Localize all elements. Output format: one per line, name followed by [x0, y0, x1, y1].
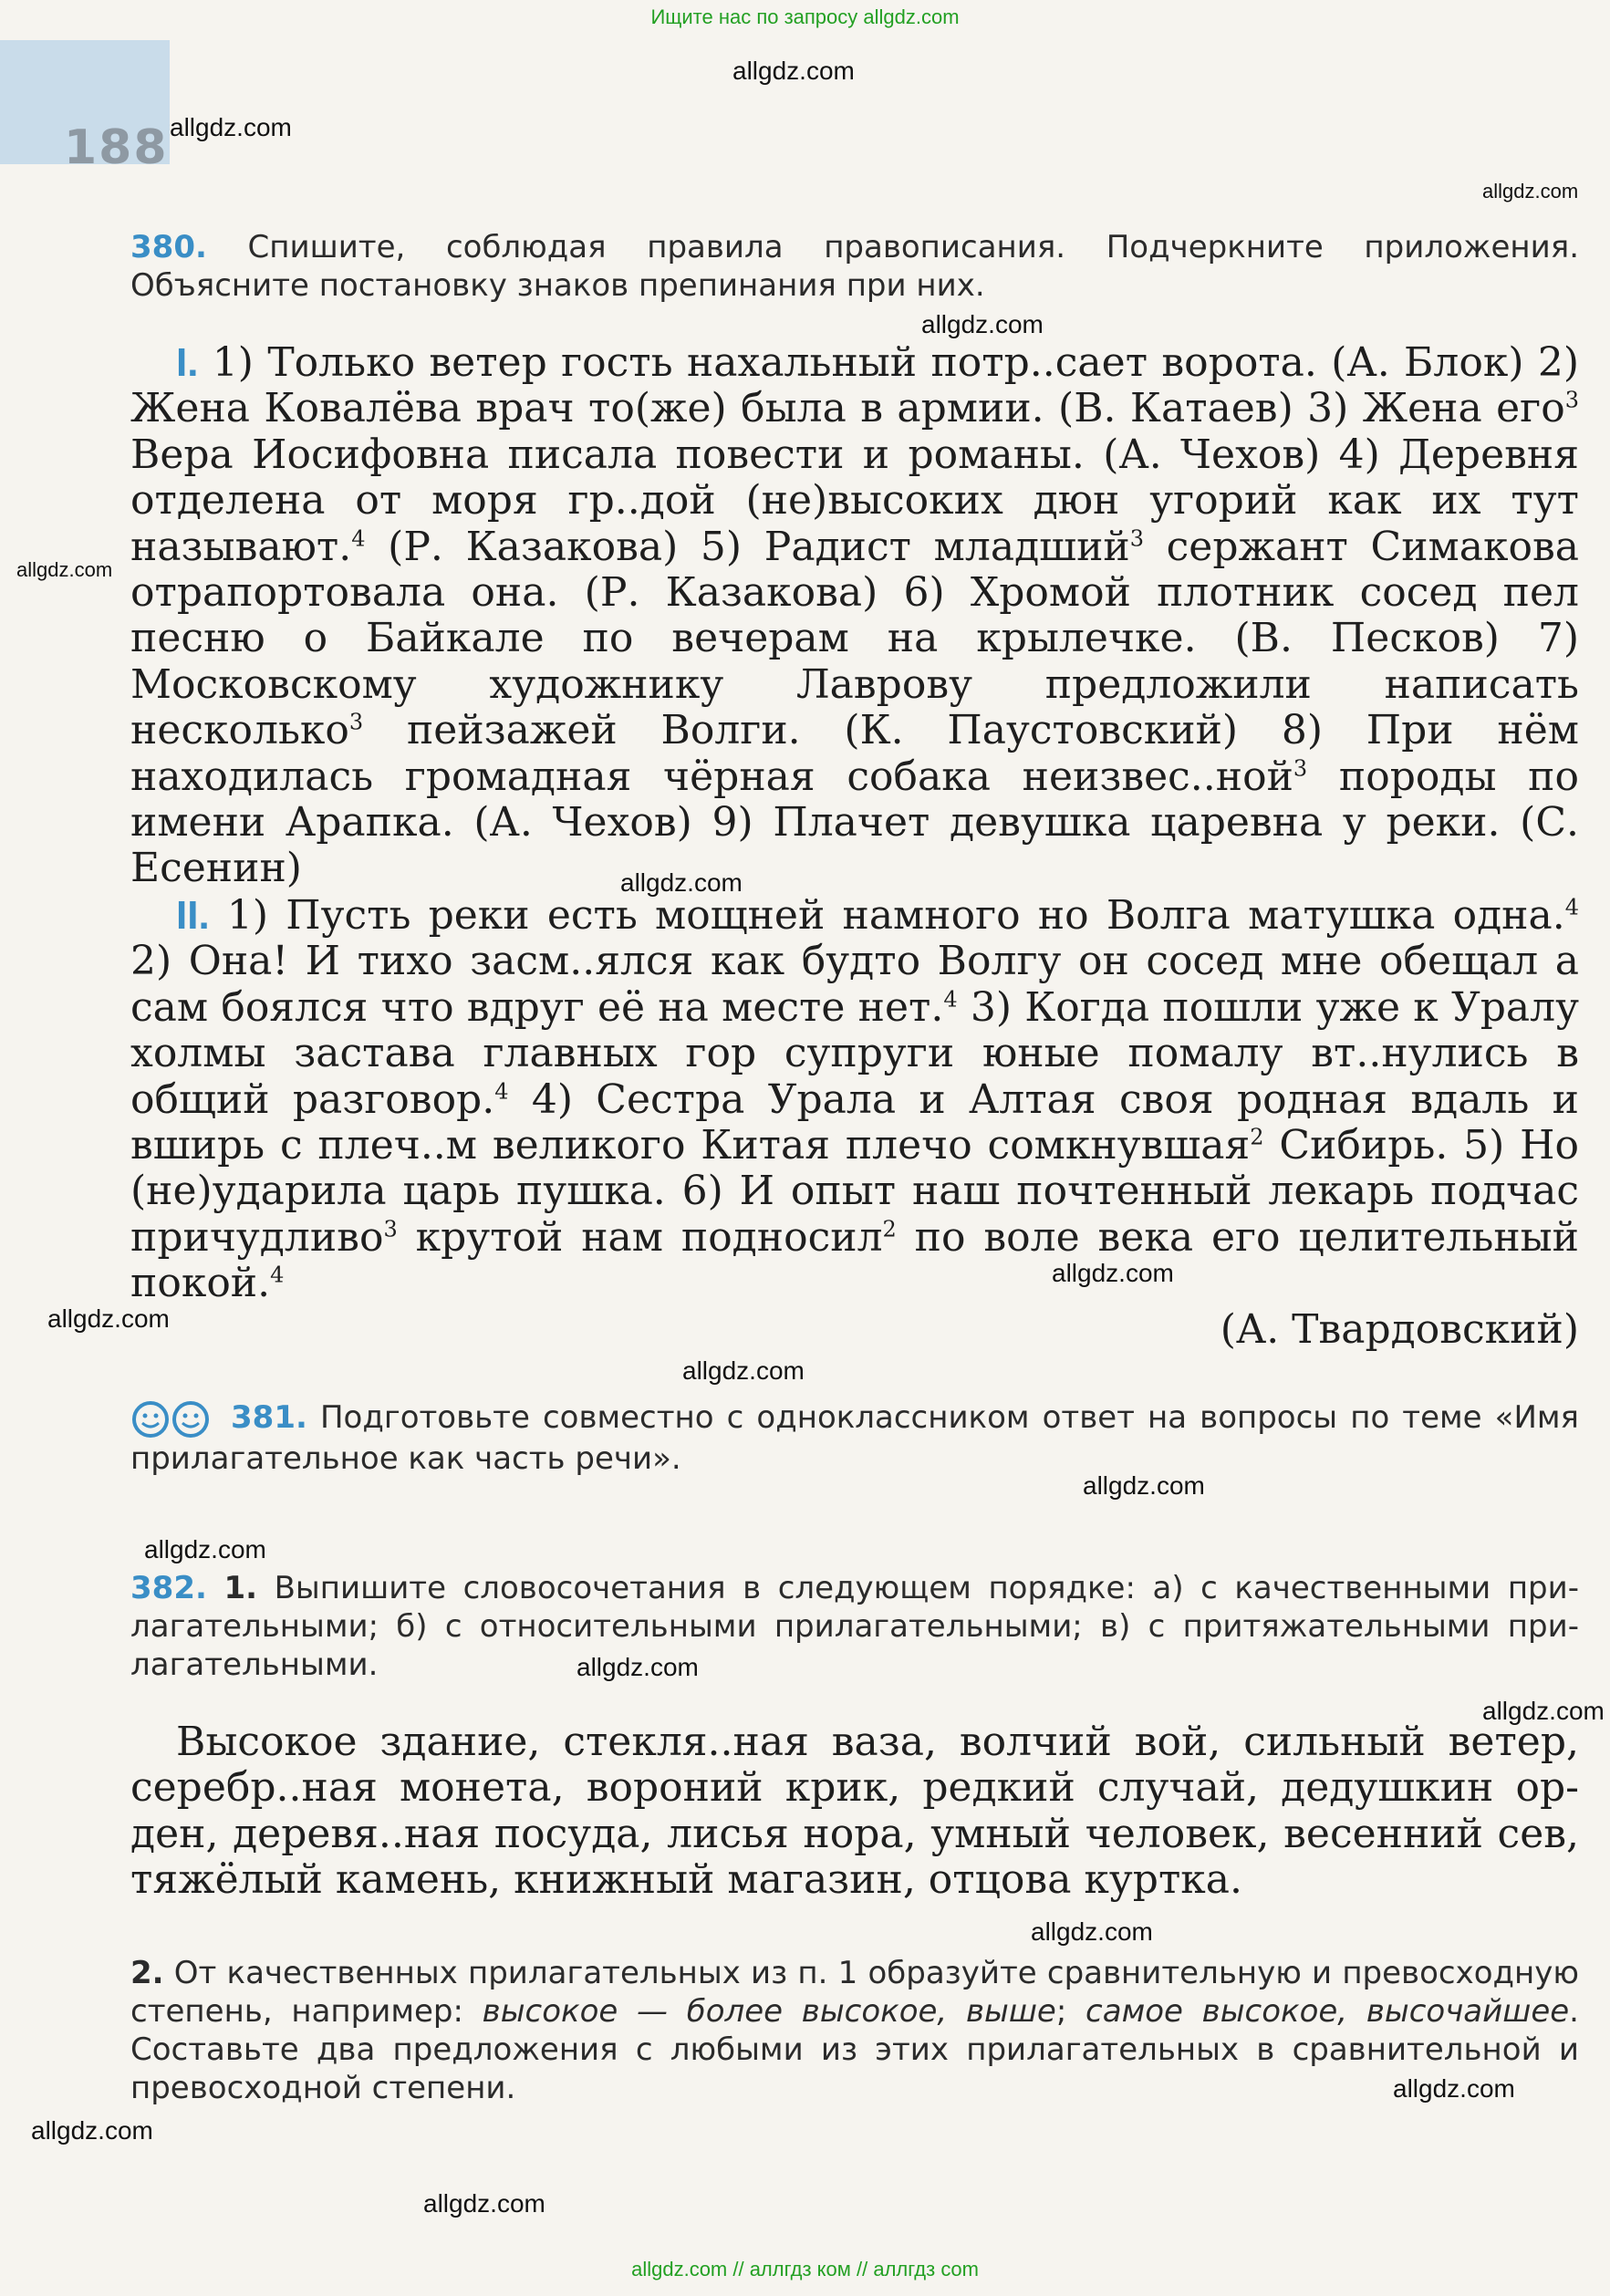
- watermark: allgdz.com: [144, 1535, 266, 1564]
- watermark: allgdz.com: [1482, 180, 1579, 203]
- task-number: 382.: [130, 1570, 207, 1606]
- task-381-instruction: [130, 1398, 1579, 1478]
- top-watermark-banner[interactable]: Ищите нас по запросу allgdz.com: [650, 5, 960, 28]
- watermark: allgdz.com: [1482, 1697, 1605, 1725]
- bottom-watermark-banner[interactable]: allgdz.com // аллгдз ком // аллгдз com: [631, 2258, 979, 2280]
- task-text: Выпишите словосочетания в следующем порядке: а) с качественными прилагательными; б) с относительными прилагательными; в) с притяжательными прилагательными.: [130, 1570, 1580, 1683]
- part-label: II.: [176, 893, 210, 938]
- watermark: allgdz.com: [620, 868, 743, 897]
- task-382-step-1: [130, 1569, 1579, 1684]
- watermark: allgdz.com: [1083, 1471, 1205, 1500]
- task-380-part-1: I. 1) Только ветер гость нахальный потр..сает ворота. (А. Блок) 2) Жена Ковалёва врач то(же) была в армии. (В. Катаев) 3) Жена его$^3$ Вера Иосифовна писала повести и романы. (А. Чехов) 4) Деревня отделена от моря гр..дой (не)высоких дюн угорий как их тут называют.$^4$ (Р. Казакова) 5) Радист младший$^3$ сержант Симакова отрапортовала она. (Р. Казакова) 6) Хромой плотник сосед пел песню о Байкале по вечерам на крылечке. (В. Песков) 7) Московскому художнику Лаврову предложили написать несколько$^3$ пейзажей Волги. (К. Паустовский) 8) При нём находилась громадная чёрная собака неизвес..ной$^3$ породы по имени Арапка. (А. Чехов) 9) Плачет девушка царевна у реки. (С. Есенин): [130, 339, 1579, 892]
- watermark: allgdz.com: [1393, 2074, 1515, 2103]
- watermark: allgdz.com: [682, 1356, 805, 1385]
- task-text: Спишите, соблюдая правила правописания. Подчеркните приложения. Объясните постановку знаков препинания при них.: [130, 229, 1580, 304]
- task-382-step-2: 2. От качественных прилагательных из п. 1 образуйте сравнительную и превосходную степень, например: высокое — более высокое, выше; самое высокое, высочайшее. Составьте два предложения с любыми из этих прилагательных в сравнительной и превосходной степени.: [130, 1955, 1579, 2106]
- part-label: I.: [176, 340, 199, 385]
- pair-work-icon: [130, 1399, 214, 1439]
- page-number: 188: [64, 120, 169, 175]
- watermark: allgdz.com: [47, 1304, 170, 1333]
- author: (А. Твардовский): [1220, 1305, 1579, 1353]
- watermark: allgdz.com: [170, 113, 292, 141]
- watermark: allgdz.com: [921, 310, 1044, 338]
- task-number: 381.: [231, 1399, 307, 1436]
- step-label: 1.: [223, 1570, 258, 1606]
- watermark: allgdz.com: [1031, 1917, 1153, 1946]
- watermark: allgdz.com: [576, 1653, 699, 1681]
- step-label: 2.: [130, 1955, 164, 1991]
- task-text: Подготовьте совместно с одноклассником ответ на вопросы по теме «Имя прилагательное как часть речи».: [130, 1399, 1579, 1477]
- task-380-part-2: II. 1) Пусть реки есть мощней намного но Волга матушка одна.$^4$ 2) Она! И тихо засм..ялся как будто Волгу он сосед мне обещал а сам боялся что вдруг её на месте нет.$^4$ 3) Когда пошли уже к Уралу холмы застава главных гор супруги юные помалу вт..нулись в общий разговор.$^4$ 4) Сестра Урала и Алтая своя родная вдаль и вширь с плеч..м великого Китая плечо сомкнувшая$^2$ Сибирь. 5) Но (не)ударила царь пушка. 6) И опыт наш почтенный лекарь подчас причудливо$^3$ крутой нам подносил$^2$ по воле века его целительный покой.$^4$ (А. Твардовский): [130, 892, 1579, 1353]
- task-number: 380.: [130, 229, 207, 265]
- watermark: allgdz.com: [1052, 1259, 1174, 1287]
- example-comparative: высокое — более высокое, выше: [482, 1993, 1056, 2030]
- watermark: allgdz.com: [31, 2116, 153, 2145]
- watermark: allgdz.com: [732, 57, 855, 85]
- example-superlative: самое высокое, высочайшее: [1085, 1993, 1570, 2030]
- watermark: allgdz.com: [16, 558, 113, 581]
- task-380-instruction: [130, 228, 1579, 305]
- task-382-phrases: Высокое здание, стекля..ная ваза, волчий вой, сильный ветер, серебр..ная монета, вороний крик, редкий случай, дедушкин орден, деревя..ная посуда, лисья нора, умный человек, весенний сев, тяжёлый камень, книжный магазин, отцова куртка.: [130, 1719, 1579, 1904]
- watermark: allgdz.com: [423, 2189, 545, 2218]
